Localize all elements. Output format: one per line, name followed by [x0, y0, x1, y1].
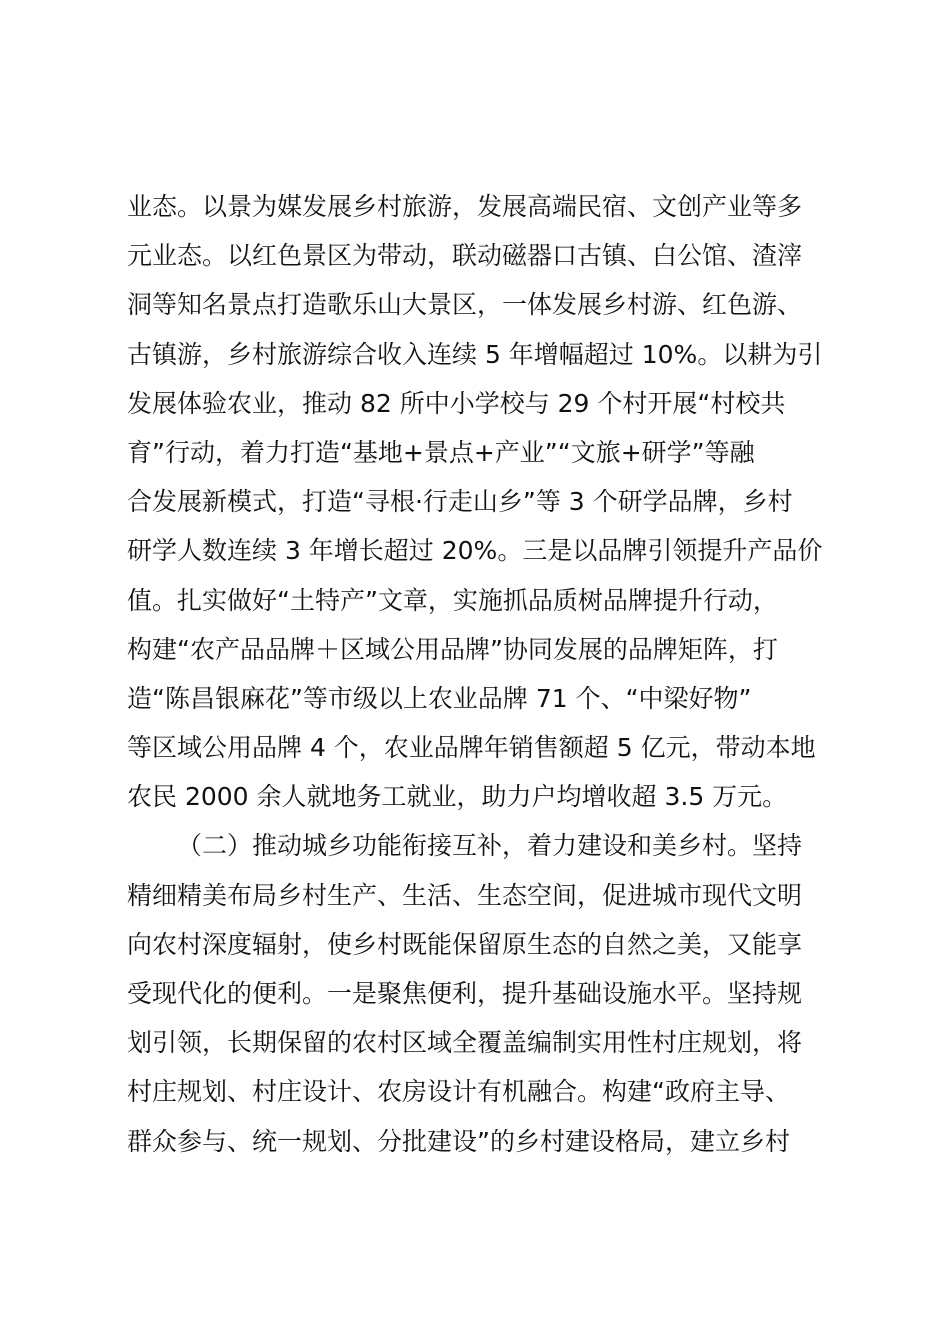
text-line: 向农村深度辐射，使乡村既能保留原生态的自然之美，又能享: [127, 929, 803, 959]
text-line: 元业态。以红色景区为带动，联动磁器口古镇、白公馆、渣滓: [127, 241, 803, 271]
paragraph-first-line: （二）推动城乡功能衔接互补，着力建设和美乡村。坚持: [177, 831, 803, 861]
text-line: 划引领，长期保留的农村区域全覆盖编制实用性村庄规划，将: [127, 1028, 803, 1058]
text-line: 研学人数连续 3 年增长超过 20%。三是以品牌引领提升产品价: [127, 536, 823, 566]
text-line: 洞等知名景点打造歌乐山大景区，一体发展乡村游、红色游、: [127, 290, 803, 320]
text-line: 值。扎实做好“土特产”文章，实施抓品质树品牌提升行动，: [127, 585, 778, 615]
text-line: 农民 2000 余人就地务工就业，助力户均增收超 3.5 万元。: [127, 782, 788, 812]
text-line: 构建“农产品品牌＋区域公用品牌”协同发展的品牌矩阵，打: [127, 634, 778, 664]
text-line: 受现代化的便利。一是聚焦便利，提升基础设施水平。坚持规: [127, 979, 803, 1008]
text-line: 精细精美布局乡村生产、生活、生态空间，促进城市现代文明: [127, 880, 803, 910]
text-line: 群众参与、统一规划、分批建设”的乡村建设格局，建立乡村: [127, 1126, 790, 1156]
text-line: 等区域公用品牌 4 个，农业品牌年销售额超 5 亿元，带动本地: [127, 733, 816, 763]
body-text: [127, 182, 837, 1166]
text-line: 育”行动，着力打造“基地+景点+产业”“文旅+研学”等融: [127, 437, 755, 467]
text-line: 造“陈昌银麻花”等市级以上农业品牌 71 个、“中梁好物”: [127, 683, 752, 713]
text-line: 古镇游，乡村旅游综合收入连续 5 年增幅超过 10%。以耕为引: [127, 339, 823, 369]
text-line: 合发展新模式，打造“寻根·行走山乡”等 3 个研学品牌，乡村: [127, 487, 793, 517]
text-line: 村庄规划、村庄设计、农房设计有机融合。构建“政府主导、: [127, 1077, 790, 1107]
text-line: 发展体验农业，推动 82 所中小学校与 29 个村开展“村校共: [127, 388, 786, 418]
text-line: 业态。以景为媒发展乡村旅游，发展高端民宿、文创产业等多: [127, 192, 803, 221]
